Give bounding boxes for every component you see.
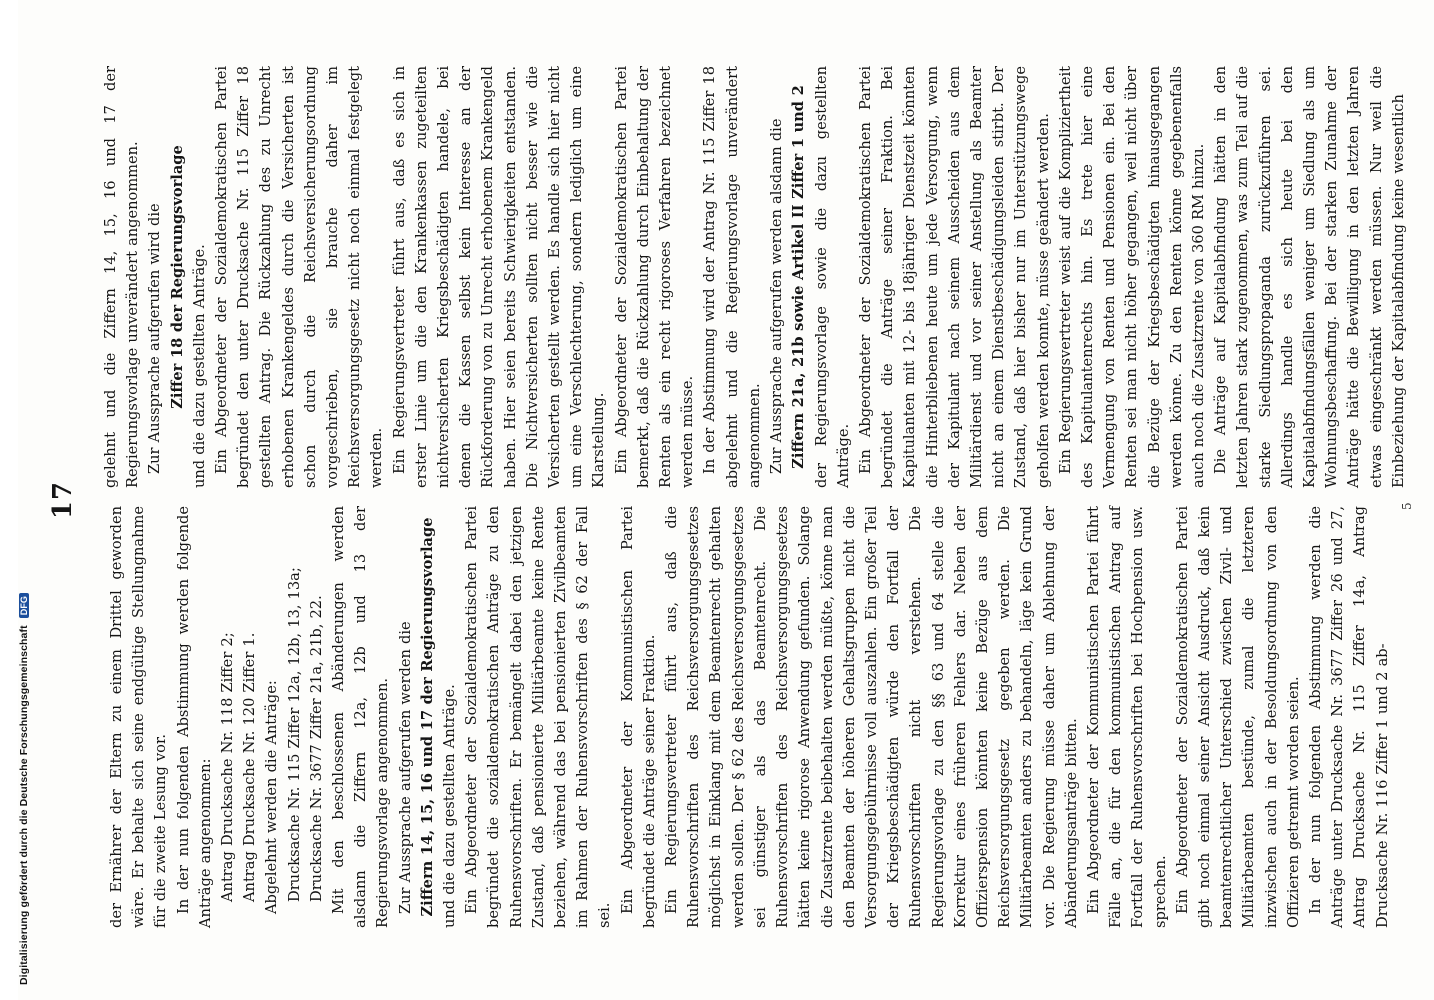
- paragraph: Ein Regierungsvertreter weist auf die Kompliziertheit des Kapitulantenrechts hin. Es trete hier eine Vermengung von Renten und Pensionen ein. Bei den Renten sei man nicht höher gegangen, weil nicht über die Bezüge der Kriegsbeschädigten hinausgegangen werden könne. Zu den Renten könne gegebenenfalls auch noch die Zusatzrente von 360 RM hinzu.: [1056, 66, 1207, 488]
- paragraph: Mit den beschlossenen Abänderungen werden alsdann die Ziffern 12a, 12b und 13 der Regierungsvorlage angenommen.: [330, 506, 392, 928]
- paragraph: Ein Abgeordneter der Sozialdemokratischen Partei bemerkt, daß die Rückzahlung durch Einbehaltung der Renten als ein recht rigoroses Verfahren bezeichnet werden müsse.: [612, 66, 697, 488]
- credit-line: [18, 593, 30, 985]
- section-heading: Ziffer 18 der Regierungsvorlage: [168, 145, 186, 409]
- paragraph: In der nun folgenden Abstimmung werden die Anträge unter Drucksache Nr. 3677 Ziffer 26 und 27, Antrag Drucksache Nr. 115 Ziffer 14a, Antrag Drucksache Nr. 116 Ziffer 1 und 2 ab-: [1306, 506, 1391, 928]
- paragraph: Ein Regierungsvertreter führt aus, daß die Ruhensvorschriften des Reichsversorgungsgesetzes möglichst in Einklang mit dem Beamtenrecht gehalten werden sollen. Der § 62 des Reichsversorgungsgesetzes sei günstiger als das Beamtenrecht. Die Ruhensvorschriften des Reichsversorgungsgesetzes hätten keine rigorose Anwendung gefunden. Solange die Zusatzrente beibehalten werden müßte, könne man den Beamten der höheren Gehaltsgruppen nicht die Versorgungsgebührnisse voll auszahlen. Ein großer Teil der Kriegsbeschädigten würde den Fortfall der Ruhensvorschriften nicht verstehen. Die Regierungsvorlage zu den §§ 63 und 64 stelle die Korrektur eines früheren Fehlers dar. Neben der Offizierspension könnten keine Bezüge aus dem Reichsversorgungsgesetz gegeben werden. Die Militärbeamten anders zu behandeln, läge kein Grund vor. Die Regierung müsse daher um Ablehnung der Abänderungsanträge bitten.: [663, 506, 1080, 928]
- paragraph: Ein Abgeordneter der Sozialdemokratischen Partei gibt noch einmal seiner Ansicht Ausdruck, daß kein beamtenrechtlicher Unterschied zwischen Zivil- und Militärbeamten bestünde, zumal die letzteren inzwischen auch in der Besoldungsordnung von den Offizieren getrennt worden seien.: [1173, 506, 1302, 928]
- left-column: [106, 506, 1394, 928]
- page-number: 17: [48, 480, 78, 520]
- paragraph: und die dazu gestellten Anträge.: [441, 684, 459, 928]
- section-heading: Ziffern 14, 15, 16 und 17 der Regierungsvorlage: [418, 517, 436, 917]
- paragraph: Die Anträge auf Kapitalabfindung hätten in den letzten Jahren stark zugenommen, was zum Teil auf die starke Siedlungspropaganda zurückzuführen sei. Allerdings handle es sich heute bei den Kapitalabfindungsfällen weniger um Siedlung als um Wohnungsbeschaffung. Bei der starken Zunahme der Anträge hätte die Bewilligung in den letzten Jahren etwas eingeschränkt werden müssen. Nur weil die Einbeziehung der Kapitalabfindung keine wesentlich: [1212, 66, 1407, 488]
- paragraph: Ein Abgeordneter der Sozialdemokratischen Partei begründet die Anträge seiner Fraktion. Bei Kapitulanten mit 12- bis 18jähriger Dienstzeit könnten die Hinterbliebenen heute um jede Versorgung, wenn der Kapitulant nach seinem Ausscheiden aus dem Militärdienst und vor seiner Anstellung als Beamter nicht an einem Dienstbeschädigungsleiden stirbt. Der Zustand, daß hier bisher nur im Unterstützungswege geholfen werden konnte, müsse geändert werden.: [856, 66, 1052, 488]
- credit-strip: [0, 0, 18, 1000]
- credit-text: Digitalisierung gefördert durch die Deutsche Forschungsgemeinschaft: [18, 625, 30, 985]
- paragraph: der Ernährer der Eltern zu einem Drittel geworden wäre. Er behalte sich seine endgültige Stellungnahme für die zweite Lesung vor.: [108, 506, 170, 928]
- paragraph: Ein Abgeordneter der Kommunistischen Partei begründet die Anträge seiner Fraktion.: [618, 506, 658, 928]
- paragraph: Antrag Drucksache Nr. 118 Ziffer 2;: [219, 632, 237, 902]
- page-footer-number: 5: [1400, 502, 1414, 510]
- paragraph: In der nun folgenden Abstimmung werden folgende Anträge angenommen:: [174, 506, 214, 928]
- paragraph: Zur Aussprache aufgerufen wird die: [146, 203, 164, 474]
- paragraph: Drucksache Nr. 115 Ziffer 12a, 12b, 13, 13a;: [285, 567, 303, 902]
- paragraph: Ein Regierungsvertreter führt aus, daß es sich in erster Linie um die den Krankenkassen zugeteilten nichtversicherten Kriegsbeschädigten handele, bei denen die Kassen selbst kein Interesse an der Rückforderung von zu Unrecht erhobenem Krankengeld haben. Hier seien bereits Schwierigkeiten entstanden. Die Nichtversicherten sollten nicht besser wie die Versicherten gestellt werden. Es handle sich hier nicht um eine Verschlechterung, sondern lediglich um eine Klarstellung.: [390, 66, 608, 488]
- paragraph: gelehnt und die Ziffern 14, 15, 16 und 17 der Regierungsvorlage unverändert angenommen.: [102, 66, 142, 488]
- paragraph: Antrag Drucksache Nr. 120 Ziffer 1.: [241, 632, 259, 902]
- paragraph: In der Abstimmung wird der Antrag Nr. 115 Ziffer 18 abgelehnt und die Regierungsvorlage unverändert angenommen.: [701, 66, 763, 488]
- paragraph: Ein Abgeordneter der Sozialdemokratischen Partei begründet den unter Drucksache Nr. 115 Ziffer 18 gestellten Antrag. Die Rückzahlung des zu Unrecht erhobenen Krankengeldes durch die Versicherten ist schon durch die Reichsversicherungsordnung vorgeschrieben, sie brauche daher im Reichsversorgungsgesetz nicht noch einmal festgelegt werden.: [213, 66, 386, 488]
- right-column: [100, 66, 1410, 488]
- paragraph: und die dazu gestellten Anträge.: [190, 244, 208, 488]
- paragraph: Abgelehnt werden die Anträge:: [263, 680, 281, 914]
- paragraph: Drucksache Nr. 3677 Ziffer 21a, 21b, 22.: [307, 595, 325, 902]
- dfg-logo: DFG: [19, 593, 29, 618]
- paragraph: Zur Aussprache aufgerufen werden alsdann die: [768, 118, 786, 474]
- section-heading: Ziffern 21a, 21b sowie Artikel II Ziffer 1 und 2: [790, 85, 808, 469]
- paragraph: der Regierungsvorlage sowie die dazu gestellten Anträge.: [812, 66, 852, 488]
- paragraph: Ein Abgeordneter der Sozialdemokratischen Partei begründet die sozialdemokratischen Anträge zu den Ruhensvorschriften. Er bemängelt dabei den jetzigen Zustand, daß pensionierte Militärbeamte keine Rente beziehen, während das bei pensionierten Zivilbeamten im Rahmen der Ruhensvorschriften des § 62 der Fall sei.: [463, 506, 614, 928]
- paragraph: Zur Aussprache aufgerufen werden die: [396, 621, 414, 914]
- paragraph: Ein Abgeordneter der Kommunistischen Partei führt Fälle an, die für den kommunistischen Antrag auf Fortfall der Ruhensvorschriften bei Hochpension usw. sprechen.: [1084, 506, 1169, 928]
